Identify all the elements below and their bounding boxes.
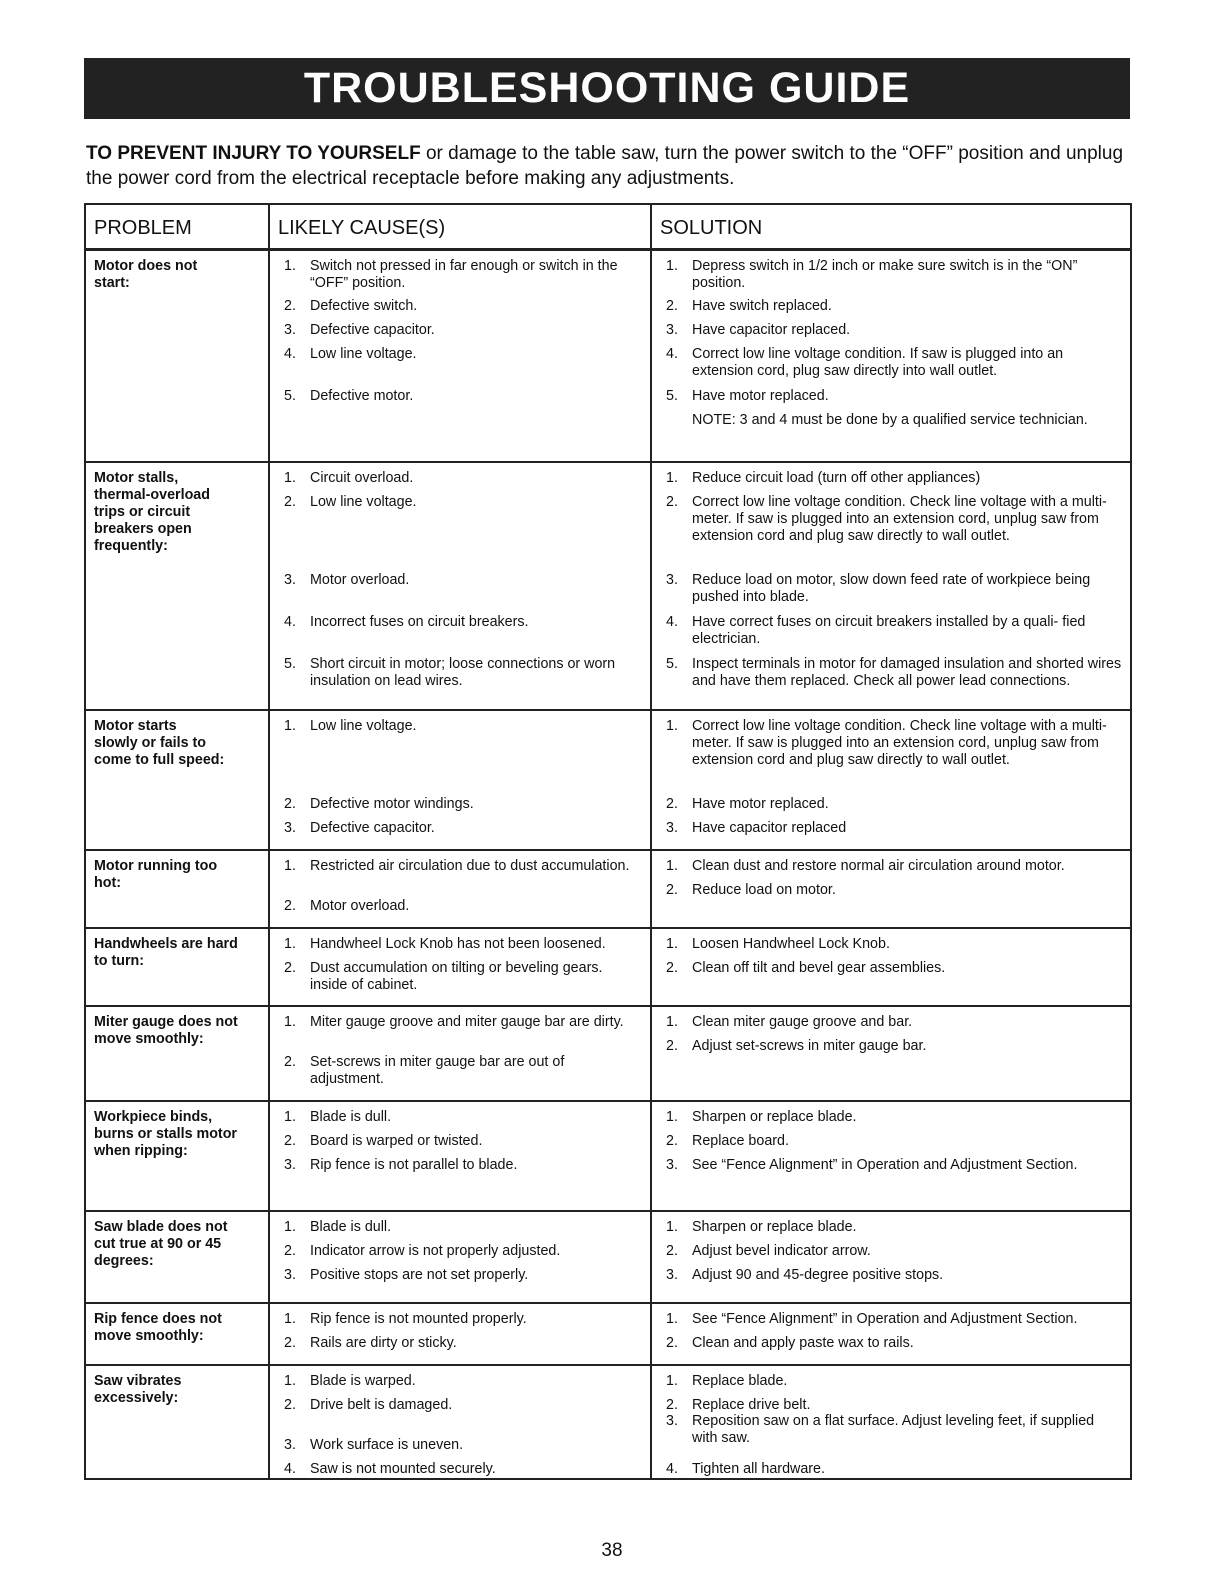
cause-item bbox=[278, 960, 642, 994]
item-number: 1. bbox=[284, 935, 296, 952]
item-text: Correct low line voltage condition. Check line voltage with a multi-meter. If saw is plugged into an extension cord, unplug saw from extension cord and plug saw directly to wall outlet. bbox=[692, 717, 1107, 768]
cause-cell bbox=[269, 1211, 651, 1303]
problem-cell: Motor does not start: bbox=[85, 250, 269, 462]
item-text: See “Fence Alignment” in Operation and Adjustment Section. bbox=[692, 1310, 1078, 1327]
solution-item bbox=[660, 1038, 1122, 1055]
cause-item bbox=[278, 1311, 642, 1328]
item-number: 1. bbox=[666, 857, 678, 874]
item-text: Have motor replaced. bbox=[692, 388, 829, 404]
item-number: 2. bbox=[284, 1396, 296, 1413]
item-text: Clean and apply paste wax to rails. bbox=[692, 1334, 914, 1351]
solution-item bbox=[660, 1461, 1122, 1478]
solution-cell bbox=[651, 1101, 1131, 1211]
item-number: 1. bbox=[666, 1310, 678, 1327]
item-text: Clean miter gauge groove and bar. bbox=[692, 1013, 913, 1030]
item-number: 1. bbox=[666, 1218, 678, 1235]
cause-item bbox=[278, 898, 642, 915]
item-text: Tighten all hardware. bbox=[692, 1460, 825, 1477]
solution-item bbox=[660, 346, 1122, 380]
item-number: 2. bbox=[666, 1396, 678, 1413]
item-text: Sharpen or replace blade. bbox=[692, 1108, 857, 1125]
item-number: 2. bbox=[666, 1334, 678, 1351]
table-row bbox=[85, 1365, 1131, 1479]
item-number: 2. bbox=[666, 1242, 678, 1259]
item-text: Rip fence is not mounted properly. bbox=[310, 1310, 527, 1327]
item-text: Adjust set-screws in miter gauge bar. bbox=[692, 1037, 927, 1054]
cause-cell bbox=[269, 250, 651, 462]
item-number: 1. bbox=[666, 1013, 678, 1030]
cause-cell bbox=[269, 928, 651, 1006]
item-number: 5. bbox=[666, 388, 678, 404]
item-number: 2. bbox=[284, 1242, 296, 1259]
table-row bbox=[85, 250, 1131, 462]
problem-cell: Rip fence does not move smoothly: bbox=[85, 1303, 269, 1365]
solution-cell bbox=[651, 1303, 1131, 1365]
item-text: Rip fence is not parallel to blade. bbox=[310, 1156, 518, 1173]
problem-cell: Saw vibrates excessively: bbox=[85, 1365, 269, 1479]
table-row bbox=[85, 1006, 1131, 1101]
cause-item bbox=[278, 1335, 642, 1352]
item-text: Have capacitor replaced bbox=[692, 819, 847, 836]
cause-item bbox=[278, 470, 642, 487]
solution-item bbox=[660, 614, 1122, 648]
item-text: Defective capacitor. bbox=[310, 322, 435, 338]
cause-cell bbox=[269, 850, 651, 928]
solution-item bbox=[660, 1335, 1122, 1352]
item-text: Correct low line voltage condition. If saw is plugged into an extension cord, plug saw directly into wall outlet. bbox=[692, 346, 1064, 379]
item-number: 3. bbox=[284, 1266, 296, 1283]
item-text: Restricted air circulation due to dust accumulation. bbox=[310, 857, 630, 874]
solution-item bbox=[660, 1267, 1122, 1284]
item-text: Have correct fuses on circuit breakers installed by a quali- fied electrician. bbox=[692, 613, 1086, 647]
item-text: Defective switch. bbox=[310, 298, 418, 314]
item-text: Reduce circuit load (turn off other appliances) bbox=[692, 469, 981, 486]
item-text: Circuit overload. bbox=[310, 469, 414, 486]
item-number: 1. bbox=[284, 469, 296, 486]
solution-item bbox=[660, 298, 1122, 315]
cause-item bbox=[278, 346, 642, 363]
item-number: 1. bbox=[666, 717, 678, 734]
cause-cell bbox=[269, 1365, 651, 1479]
cause-cell bbox=[269, 1303, 651, 1365]
table-row bbox=[85, 1211, 1131, 1303]
solution-cell bbox=[651, 1211, 1131, 1303]
item-text: Defective capacitor. bbox=[310, 819, 435, 836]
cause-item bbox=[278, 858, 642, 875]
item-text: NOTE: 3 and 4 must be done by a qualified service technician. bbox=[692, 412, 1088, 428]
item-text: Adjust 90 and 45-degree positive stops. bbox=[692, 1266, 944, 1283]
item-number: 3. bbox=[284, 819, 296, 836]
item-text: Defective motor windings. bbox=[310, 795, 474, 812]
solution-item bbox=[660, 1311, 1122, 1328]
page-number: 38 bbox=[601, 1540, 623, 1561]
item-number: 4. bbox=[284, 613, 296, 630]
item-text: Indicator arrow is not properly adjusted. bbox=[310, 1242, 561, 1259]
item-text: Switch not pressed in far enough or switch in the “OFF” position. bbox=[310, 258, 618, 291]
solution-item bbox=[660, 322, 1122, 339]
item-text: Miter gauge groove and miter gauge bar are dirty. bbox=[310, 1013, 624, 1030]
warning-text: or damage to the table saw, turn the power switch to the “OFF” position and unplug the power cord from the electrical receptacle before making any adjustments. bbox=[86, 143, 1124, 189]
item-number: 5. bbox=[666, 655, 678, 672]
item-number: 1. bbox=[666, 1108, 678, 1125]
item-number: 2. bbox=[666, 493, 678, 510]
item-number: 3. bbox=[666, 1156, 678, 1173]
solution-item bbox=[660, 858, 1122, 875]
item-text: Adjust bevel indicator arrow. bbox=[692, 1242, 871, 1259]
item-number: 3. bbox=[284, 1156, 296, 1173]
cause-item bbox=[278, 936, 642, 953]
item-number bbox=[660, 412, 692, 429]
item-text: Low line voltage. bbox=[310, 493, 417, 510]
cause-cell bbox=[269, 1101, 651, 1211]
item-number: 1. bbox=[284, 717, 296, 734]
item-text: Defective motor. bbox=[310, 388, 414, 404]
solution-cell bbox=[651, 462, 1131, 710]
solution-item bbox=[660, 470, 1122, 487]
header-cause: LIKELY CAUSE(S) bbox=[269, 204, 651, 250]
item-text: Handwheel Lock Knob has not been loosened. bbox=[310, 935, 606, 952]
item-number: 3. bbox=[666, 819, 678, 836]
table-row bbox=[85, 850, 1131, 928]
cause-item bbox=[278, 572, 642, 589]
item-number: 3. bbox=[284, 322, 296, 338]
item-number: 2. bbox=[666, 298, 678, 314]
solution-item bbox=[660, 1413, 1122, 1447]
item-number: 1. bbox=[284, 1218, 296, 1235]
solution-cell bbox=[651, 850, 1131, 928]
problem-cell: Motor starts slowly or fails to come to full speed: bbox=[85, 710, 269, 850]
solution-item bbox=[660, 936, 1122, 953]
item-number: 2. bbox=[284, 493, 296, 510]
item-text: Low line voltage. bbox=[310, 346, 417, 362]
item-text: Replace blade. bbox=[692, 1372, 788, 1389]
cause-item bbox=[278, 1157, 642, 1174]
cause-cell bbox=[269, 462, 651, 710]
item-number: 2. bbox=[666, 1132, 678, 1149]
cause-item bbox=[278, 1437, 642, 1454]
item-text: Sharpen or replace blade. bbox=[692, 1218, 857, 1235]
cause-item bbox=[278, 820, 642, 837]
item-number: 4. bbox=[284, 346, 296, 362]
item-text: Low line voltage. bbox=[310, 717, 417, 734]
cause-cell bbox=[269, 1006, 651, 1101]
item-text: Set-screws in miter gauge bar are out of adjustment. bbox=[310, 1053, 565, 1087]
solution-item bbox=[660, 882, 1122, 899]
item-number: 1. bbox=[666, 1372, 678, 1389]
table-row bbox=[85, 928, 1131, 1006]
header-row bbox=[85, 204, 1131, 250]
item-text: Reduce load on motor, slow down feed rate of workpiece being pushed into blade. bbox=[692, 571, 1091, 605]
title-banner bbox=[84, 58, 1130, 119]
item-text: Depress switch in 1/2 inch or make sure switch is in the “ON” position. bbox=[692, 258, 1078, 291]
item-text: Rails are dirty or sticky. bbox=[310, 1334, 457, 1351]
cause-item bbox=[278, 614, 642, 631]
item-number: 4. bbox=[666, 346, 678, 362]
item-text: Short circuit in motor; loose connections or worn insulation on lead wires. bbox=[310, 655, 616, 689]
cause-item bbox=[278, 718, 642, 735]
item-number: 2. bbox=[284, 1334, 296, 1351]
item-text: Reposition saw on a flat surface. Adjust leveling feet, if supplied with saw. bbox=[692, 1412, 1095, 1446]
item-number: 2. bbox=[666, 959, 678, 976]
item-number: 2. bbox=[666, 1037, 678, 1054]
item-number: 3. bbox=[666, 1266, 678, 1283]
item-number: 2. bbox=[284, 1053, 296, 1070]
problem-cell: Workpiece binds, burns or stalls motor when ripping: bbox=[85, 1101, 269, 1211]
solution-item bbox=[660, 960, 1122, 977]
item-number: 3. bbox=[666, 322, 678, 338]
solution-cell bbox=[651, 928, 1131, 1006]
cause-item bbox=[278, 796, 642, 813]
item-text: Clean dust and restore normal air circulation around motor. bbox=[692, 857, 1065, 874]
solution-item bbox=[660, 656, 1122, 690]
item-text: See “Fence Alignment” in Operation and Adjustment Section. bbox=[692, 1156, 1078, 1173]
cause-item bbox=[278, 1014, 642, 1031]
item-number: 1. bbox=[284, 1108, 296, 1125]
item-text: Blade is warped. bbox=[310, 1372, 416, 1389]
table-row bbox=[85, 1303, 1131, 1365]
item-number: 2. bbox=[284, 298, 296, 314]
warning-emphasis: TO PREVENT INJURY TO YOURSELF bbox=[86, 143, 421, 164]
cause-item bbox=[278, 1109, 642, 1126]
item-number: 2. bbox=[284, 959, 296, 976]
solution-item bbox=[660, 412, 1122, 429]
item-number: 1. bbox=[666, 469, 678, 486]
cause-item bbox=[278, 1373, 642, 1390]
table-body bbox=[85, 250, 1131, 1479]
safety-warning bbox=[86, 141, 1132, 191]
cause-item bbox=[278, 656, 642, 690]
item-number: 2. bbox=[666, 795, 678, 812]
solution-item bbox=[660, 494, 1122, 545]
cause-item bbox=[278, 1397, 642, 1414]
problem-cell: Handwheels are hard to turn: bbox=[85, 928, 269, 1006]
cause-item bbox=[278, 1133, 642, 1150]
item-text: Clean off tilt and bevel gear assemblies. bbox=[692, 959, 946, 976]
problem-cell: Motor stalls, thermal-overload trips or circuit breakers open frequently: bbox=[85, 462, 269, 710]
item-text: Dust accumulation on tilting or beveling gears. inside of cabinet. bbox=[310, 959, 603, 993]
item-text: Replace board. bbox=[692, 1132, 789, 1149]
item-number: 1. bbox=[284, 857, 296, 874]
item-number: 1. bbox=[284, 258, 296, 274]
cause-item bbox=[278, 322, 642, 339]
item-number: 2. bbox=[284, 795, 296, 812]
item-text: Loosen Handwheel Lock Knob. bbox=[692, 935, 890, 952]
cause-item bbox=[278, 1461, 642, 1478]
cause-item bbox=[278, 1219, 642, 1236]
solution-item bbox=[660, 1373, 1122, 1390]
solution-item bbox=[660, 572, 1122, 606]
solution-cell bbox=[651, 1006, 1131, 1101]
item-text: Have motor replaced. bbox=[692, 795, 829, 812]
item-text: Motor overload. bbox=[310, 571, 410, 588]
item-number: 2. bbox=[666, 881, 678, 898]
item-text: Incorrect fuses on circuit breakers. bbox=[310, 613, 529, 630]
item-text: Work surface is uneven. bbox=[310, 1436, 464, 1453]
solution-item bbox=[660, 820, 1122, 837]
page-title: TROUBLESHOOTING GUIDE bbox=[303, 64, 911, 112]
item-number: 4. bbox=[284, 1460, 296, 1477]
item-text: Positive stops are not set properly. bbox=[310, 1266, 529, 1283]
cause-item bbox=[278, 1243, 642, 1260]
item-text: Board is warped or twisted. bbox=[310, 1132, 483, 1149]
item-number: 1. bbox=[666, 935, 678, 952]
item-text: Correct low line voltage condition. Check line voltage with a multi-meter. If saw is plugged into an extension cord, unplug saw from extension cord and plug saw directly to wall outlet. bbox=[692, 493, 1107, 544]
solution-item bbox=[660, 258, 1122, 292]
solution-item bbox=[660, 718, 1122, 769]
item-number: 3. bbox=[284, 571, 296, 588]
solution-item bbox=[660, 1243, 1122, 1260]
problem-cell: Miter gauge does not move smoothly: bbox=[85, 1006, 269, 1101]
item-text: Drive belt is damaged. bbox=[310, 1396, 453, 1413]
cause-item bbox=[278, 1054, 642, 1088]
item-text: Saw is not mounted securely. bbox=[310, 1460, 496, 1477]
solution-item bbox=[660, 1157, 1122, 1174]
item-text: Replace drive belt. bbox=[692, 1396, 811, 1413]
solution-cell bbox=[651, 1365, 1131, 1479]
item-number: 1. bbox=[666, 258, 678, 274]
item-number: 3. bbox=[284, 1436, 296, 1453]
solution-item bbox=[660, 1397, 1122, 1414]
solution-item bbox=[660, 1109, 1122, 1126]
item-text: Have switch replaced. bbox=[692, 298, 832, 314]
item-text: Reduce load on motor. bbox=[692, 881, 836, 898]
item-number: 1. bbox=[284, 1013, 296, 1030]
solution-cell bbox=[651, 250, 1131, 462]
solution-item bbox=[660, 1219, 1122, 1236]
cause-item bbox=[278, 388, 642, 405]
solution-item bbox=[660, 1014, 1122, 1031]
item-text: Blade is dull. bbox=[310, 1108, 392, 1125]
table-row bbox=[85, 710, 1131, 850]
table-row bbox=[85, 1101, 1131, 1211]
item-text: Have capacitor replaced. bbox=[692, 322, 851, 338]
item-number: 5. bbox=[284, 655, 296, 672]
solution-cell bbox=[651, 710, 1131, 850]
header-solution: SOLUTION bbox=[651, 204, 1131, 250]
item-number: 1. bbox=[284, 1372, 296, 1389]
item-text: Blade is dull. bbox=[310, 1218, 392, 1235]
item-number: 4. bbox=[666, 613, 678, 630]
item-number: 1. bbox=[284, 1310, 296, 1327]
item-number: 2. bbox=[284, 897, 296, 914]
solution-item bbox=[660, 796, 1122, 813]
table-row bbox=[85, 462, 1131, 710]
item-number: 5. bbox=[284, 388, 296, 404]
cause-item bbox=[278, 494, 642, 511]
item-number: 4. bbox=[666, 1460, 678, 1477]
item-number: 3. bbox=[666, 1412, 678, 1429]
cause-cell bbox=[269, 710, 651, 850]
header-problem: PROBLEM bbox=[85, 204, 269, 250]
cause-item bbox=[278, 258, 642, 292]
troubleshooting-table bbox=[84, 203, 1132, 1480]
problem-cell: Motor running too hot: bbox=[85, 850, 269, 928]
solution-item bbox=[660, 388, 1122, 405]
item-text: Inspect terminals in motor for damaged insulation and shorted wires and have them replaced. Check all power lead connections. bbox=[692, 655, 1122, 689]
item-number: 2. bbox=[284, 1132, 296, 1149]
problem-cell: Saw blade does not cut true at 90 or 45 degrees: bbox=[85, 1211, 269, 1303]
solution-item bbox=[660, 1133, 1122, 1150]
item-text: Motor overload. bbox=[310, 897, 410, 914]
item-number: 3. bbox=[666, 571, 678, 588]
cause-item bbox=[278, 298, 642, 315]
cause-item bbox=[278, 1267, 642, 1284]
